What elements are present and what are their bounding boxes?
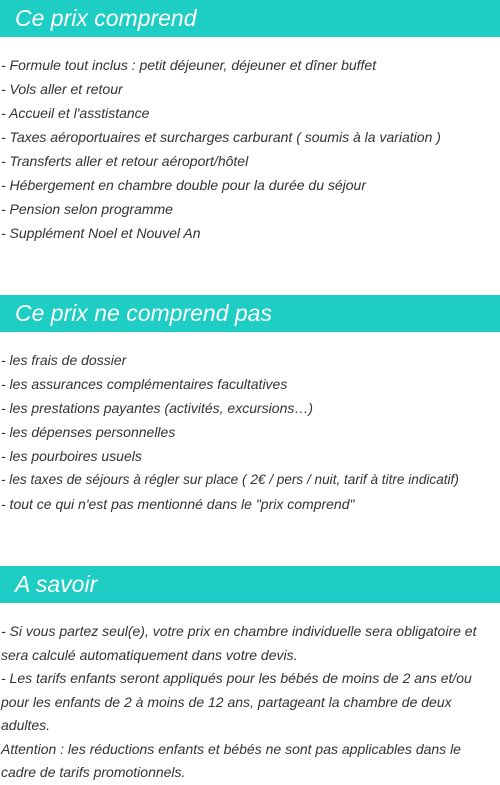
- list-item: - les prestations payantes (activités, excursions…): [1, 400, 314, 416]
- info-section: [0, 566, 500, 785]
- list-item: - Formule tout inclus : petit déjeuner, déjeuner et dîner buffet: [1, 57, 377, 73]
- info-paragraph: - Les tarifs enfants seront appliqués pour les bébés de moins de 2 ans et/ou pour les enfants de 2 à moins de 12 ans, partageant la chambre de deux adultes.: [1, 670, 472, 733]
- list-item: - les dépenses personnelles: [1, 424, 176, 440]
- list-item: - Taxes aéroportuaires et surcharges carburant ( soumis à la variation ): [1, 129, 441, 145]
- included-list: [0, 53, 500, 245]
- list-item: - Hébergement en chambre double pour la durée du séjour: [1, 177, 367, 193]
- list-item: - les taxes de séjours à régler sur place ( 2€ / pers / nuit, tarif à titre indicatif): [1, 472, 459, 487]
- list-item: - les assurances complémentaires facultatives: [1, 376, 288, 392]
- included-heading: Ce prix comprend: [0, 0, 500, 37]
- list-item: - tout ce qui n'est pas mentionné dans le "prix comprend": [1, 496, 355, 512]
- included-section: [0, 0, 500, 245]
- list-item: - Transferts aller et retour aéroport/hôtel: [1, 153, 249, 169]
- info-paragraph: Attention : les réductions enfants et bébés ne sont pas applicables dans le cadre de tarifs promotionnels.: [1, 740, 461, 780]
- excluded-heading: Ce prix ne comprend pas: [0, 295, 500, 332]
- list-item: - les frais de dossier: [1, 352, 127, 368]
- list-item: - Vols aller et retour: [1, 81, 123, 97]
- list-item: - Accueil et l'asstistance: [1, 105, 150, 121]
- excluded-list: [0, 348, 500, 516]
- list-item: - les pourboires usuels: [1, 448, 142, 464]
- info-paragraph: - Si vous partez seul(e), votre prix en chambre individuelle sera obligatoire et sera calculé automatiquement dans votre devis.: [1, 623, 477, 663]
- info-heading: A savoir: [0, 566, 500, 603]
- list-item: - Pension selon programme: [1, 201, 173, 217]
- excluded-section: [0, 295, 500, 516]
- list-item: - Supplément Noel et Nouvel An: [1, 225, 201, 241]
- info-body: [0, 620, 500, 785]
